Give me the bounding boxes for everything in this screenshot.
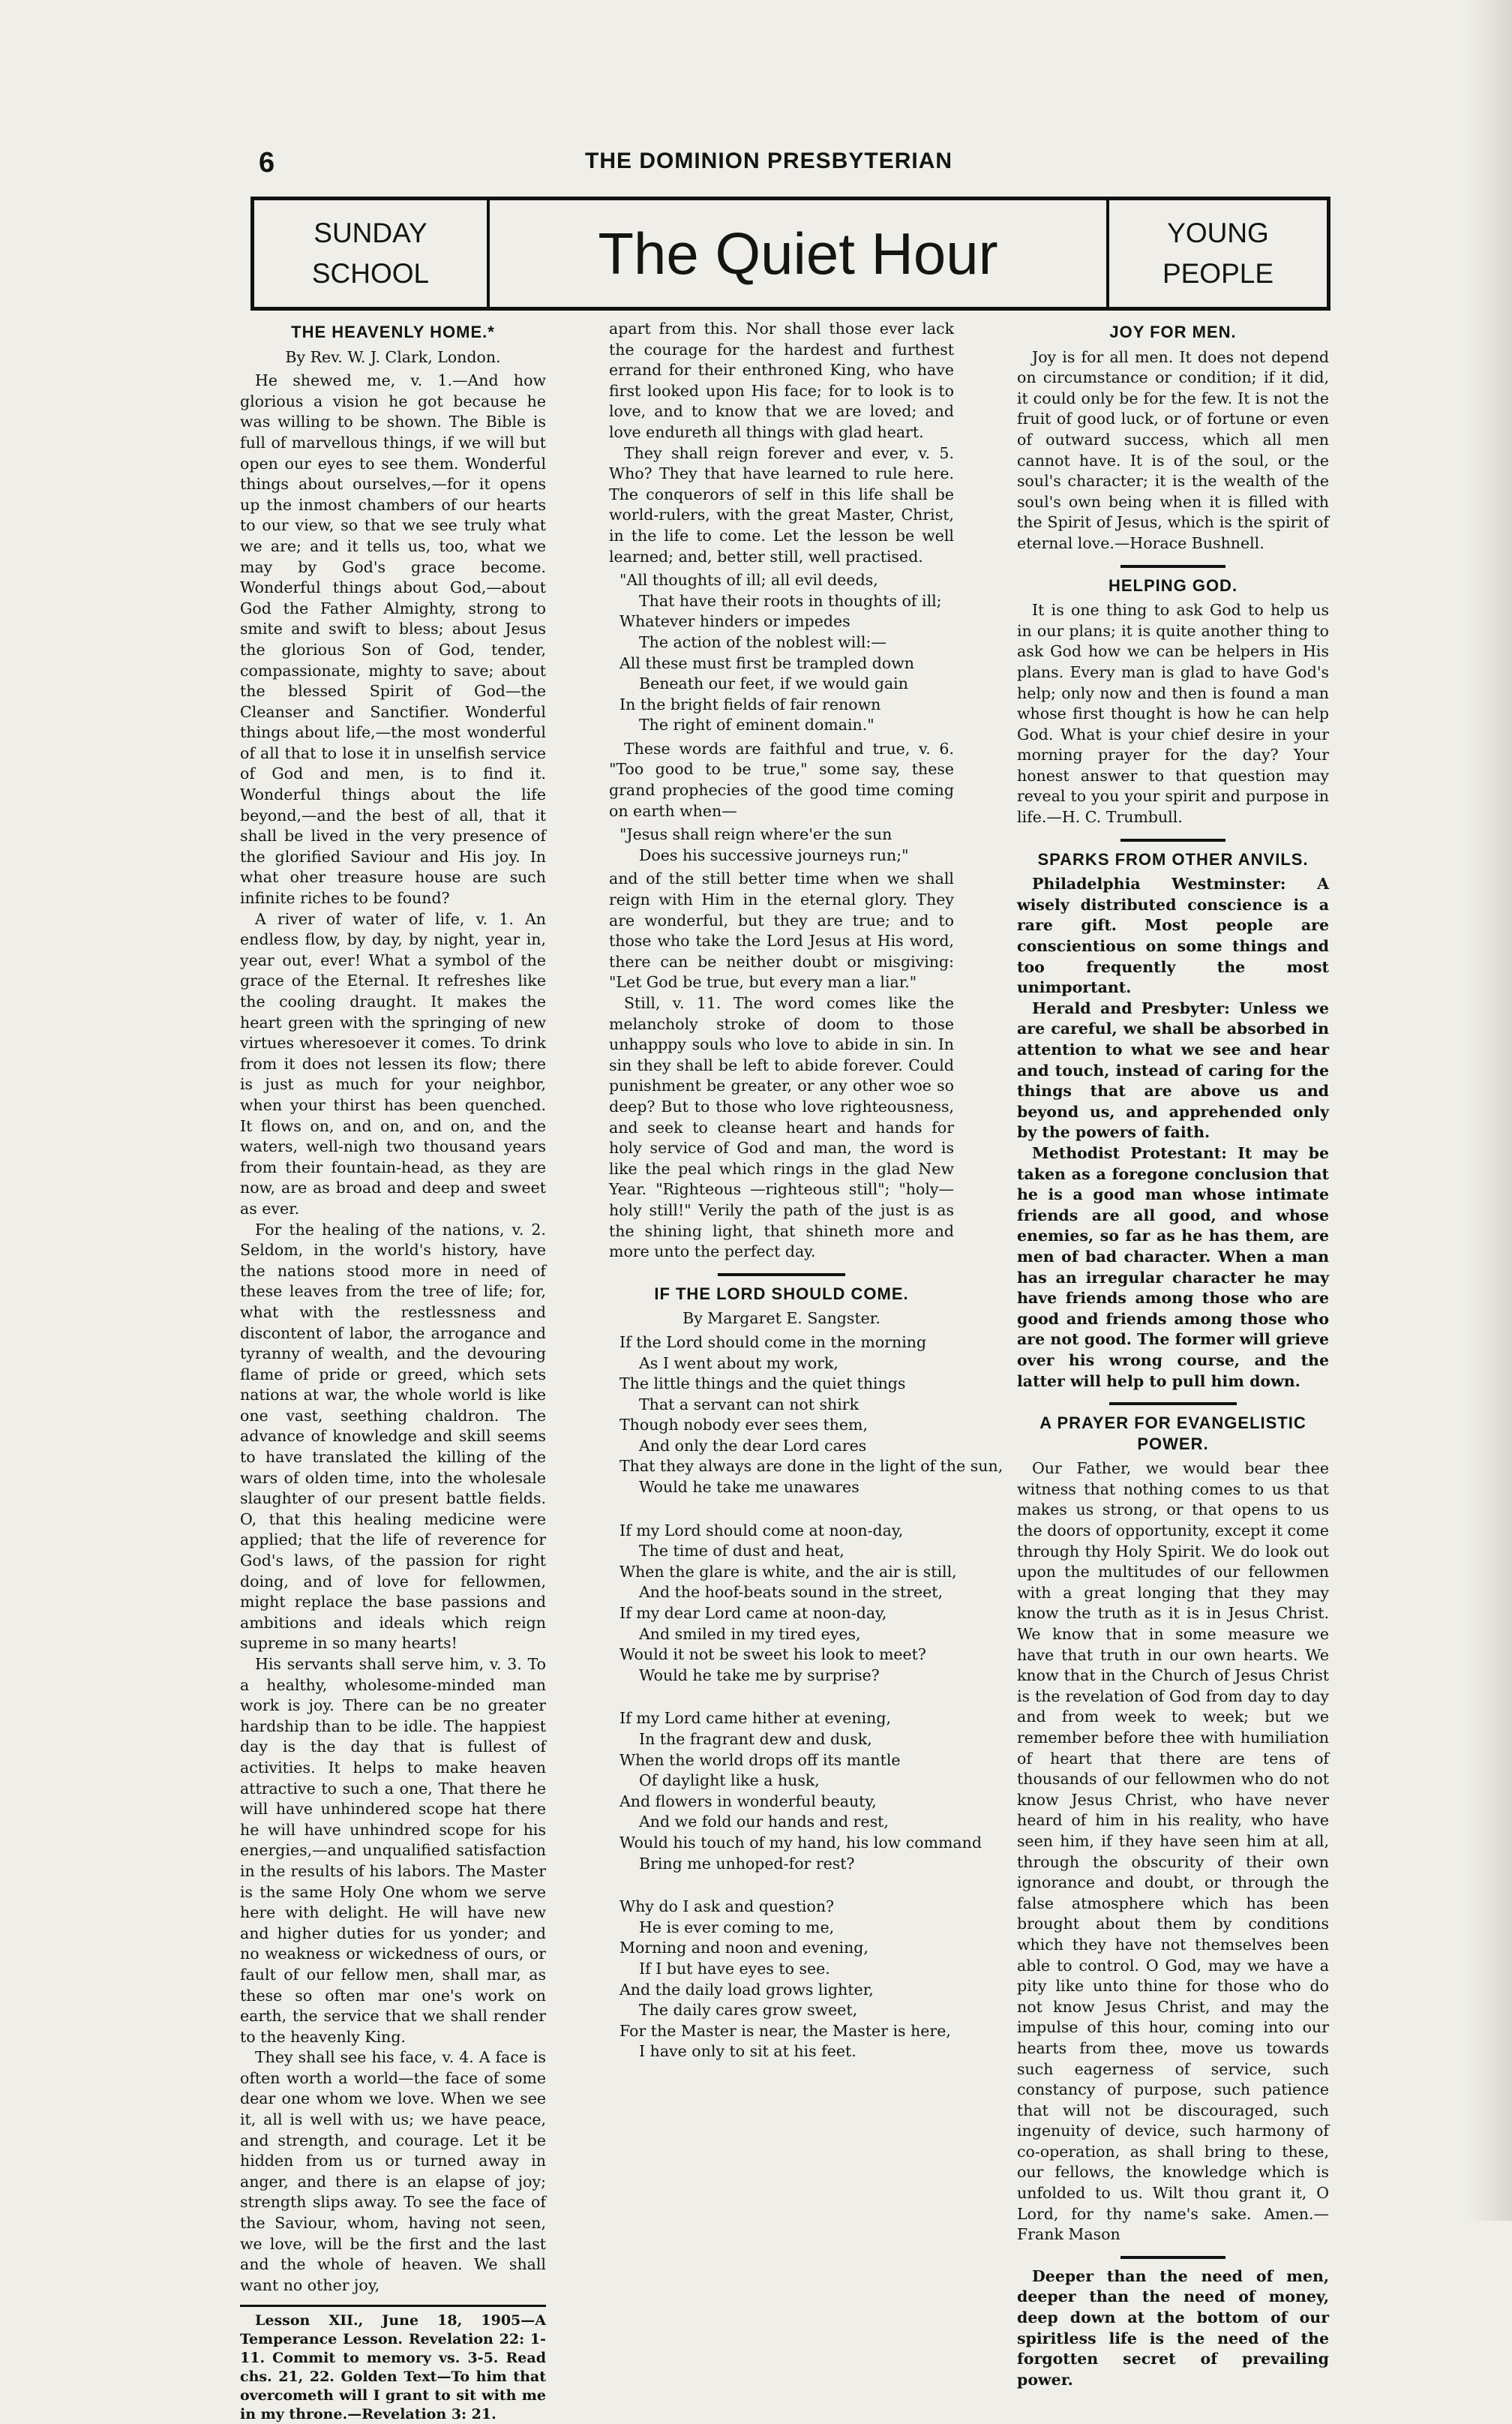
article-title: THE HEAVENLY HOME.* (291, 323, 495, 341)
column-middle (609, 319, 1004, 2065)
verse-line: If my dear Lord came at noon-day, (620, 1604, 887, 1623)
column-left (240, 319, 546, 2424)
verse-line: Whatever hinders or impedes (620, 612, 850, 631)
verse-line: When the glare is white, and the air is still, (620, 1562, 957, 1581)
joy-paragraph: Joy is for all men. It does not depend on circumstance or condition; if it did, it could only be for the few. It is not the fruit of good luck, or of fortune or even of outward success, which all men cannot have. It is of the soul, or the soul's character; it is the wealth of the soul's own being when it is filled with the Spirit of Jesus, which is the spirit of eternal love.—Horace Bushnell. (1017, 347, 1329, 552)
lesson-footnote (240, 2305, 546, 2424)
verse-line: Would it not be sweet his look to meet? (620, 1645, 926, 1664)
masthead-right-box (1106, 200, 1327, 307)
verse-line: Bring me unhoped-for rest? (639, 1854, 855, 1873)
verse-line: If my Lord came hither at evening, (620, 1709, 891, 1728)
verse-line: He is ever coming to me, (639, 1918, 835, 1936)
verse-line: That a servant can not shirk (639, 1395, 860, 1413)
article-paragraph: apart from this. Nor shall those ever lack the courage for the hardest and furthest errand for their enthroned King, who have first looked upon His face; for to look is to love, and to know that we are loved; and love endureth all things with glad heart. (609, 320, 954, 441)
verse-line: In the bright fields of fair renown (620, 695, 881, 713)
joy-title: JOY FOR MEN. (1109, 323, 1237, 341)
verse-line: If I but have eyes to see. (639, 1959, 830, 1978)
verse-line: And we fold our hands and rest, (639, 1813, 889, 1831)
sparks-title: SPARKS FROM OTHER ANVILS. (1037, 849, 1309, 869)
verse-line: And smiled in my tired eyes, (639, 1624, 861, 1643)
verse-line: "Jesus shall reign where'er the sun (620, 825, 892, 844)
verse-line: I have only to sit at his feet. (639, 2042, 856, 2061)
prayer-paragraph: Our Father, we would bear thee witness that nothing comes to us that makes us strong, or that opens to us the doors of opportunity, except it come through thy Holy Spirit. We do look out upon the multitudes of our fellowmen with a great longing that they may know the truth as it is in Jesus Christ. We know that in some measure we have that truth in our own hearts. We know that in the Church of Jesus Christ is the revelation of God from day to day and from week to week; but we remember before thee with humiliation of heart that there are tens of thousands of our fellowmen who do not know Jesus Christ, who have never heard of him in his reality, who have seen him, if they have seen him at all, through the obscurity of their own ignorance and doubt, or through the false atmosphere which has been brought about them by conditions which they have not themselves been able to control. O God, may we have a pity like unto thine for those who do not know Jesus Christ, and may the impulse of this hour, coming into our hearts from thee, move us towards such eagerness of service, such constancy of purpose, such patience that will not be discouraged, such ingenuity of device, such harmony of co-operation, as shall bring to these, our fellows, the knowledge which is unfolded to us. Wilt thou grant it, O Lord, for thy name's sake. Amen.—Frank Mason (1017, 1459, 1329, 2244)
verse-line: The right of eminent domain." (639, 716, 874, 734)
article-paragraph: These words are faithful and true, v. 6. "Too good to be true," some say, these grand prophecies of the good time coming on earth when— (609, 739, 954, 820)
masthead-right-line1: YOUNG (1167, 218, 1269, 249)
page-number: 6 (259, 147, 275, 179)
verse-line: If my Lord should come at noon-day, (620, 1521, 904, 1539)
verse-line: Of daylight like a husk, (639, 1771, 820, 1790)
prayer-title: A PRAYER FOR EVANGELISTIC POWER. (1040, 1413, 1306, 1453)
verse-line: The action of the noblest will:— (639, 632, 886, 651)
lesson-footnote-text: Lesson XII., June 18, 1905—A Temperance Lesson. Revelation 22: 1-11. Commit to memory vs. 3-5. Read chs. 21, 22. Golden Text—To him that overcometh will I grant to sit with me in my throne.—Revelation 3: 21. (240, 2312, 546, 2423)
journal-title: THE DOMINION PRESBYTERIAN (585, 149, 953, 173)
masthead-left-line2: SCHOOL (311, 258, 430, 289)
sparks-paragraph: Methodist Protestant: It may be taken as a foregone conclusion that he is a good man whose intimate friends are all good, and whose enemies, so far as he has them, are men of bad character. When a man has an irregular character he may have friends among those who are good and friends among those who are not good. The former will grieve over his wrong course, and the latter will help to pull him down. (1017, 1143, 1329, 1390)
verse-line: That they always are done in the light of the sun, (620, 1457, 1004, 1476)
verse-line: If the Lord should come in the morning (620, 1332, 927, 1351)
stanza-gap (609, 1501, 954, 1518)
poem-byline: By Margaret E. Sangster. (682, 1309, 880, 1328)
section-rule (1120, 565, 1226, 568)
verse-line: Would he take me by surprise? (639, 1666, 880, 1684)
section-rule (718, 1273, 845, 1276)
verse-line: The daily cares grow sweet, (639, 2001, 858, 2020)
stanza-gap (609, 1877, 954, 1894)
stanza-gap (609, 1689, 954, 1705)
verse-line: In the fragrant dew and dusk, (639, 1730, 872, 1748)
poem-stanza-2 (609, 1521, 957, 1687)
helping-paragraph: It is one thing to ask God to help us in our plans; it is quite another thing to ask God how we can be helpers in His plans. Every man is glad to have God's help; only now and then is found a man whose first thought is how he can help God. What is your chief desire in your morning prayer for the day? Your honest answer to that question may reveal to you your spirit and purpose in life.—H. C. Trumbull. (1017, 601, 1329, 827)
verse-line: And the hoof-beats sound in the street, (639, 1583, 944, 1602)
quoted-verse (609, 570, 954, 736)
verse-line: The time of dust and heat, (639, 1542, 844, 1560)
quoted-verse (609, 825, 954, 866)
article-paragraph: Still, v. 11. The word comes like the melancholy stroke of doom to those unhapppy souls who love to abide in sin. In sin they shall be left to abide forever. Could punishment be greater, or any other woe so deep? But to those who love righteousness, and seek to cleanse heart and hands for holy service of God and man, the word is like the peal which rings in the glad New Year. "Righteous —righteous still"; "holy—holy still!" Verily the path of the just is as the shining light, that shineth more and more unto the perfect day. (609, 994, 954, 1261)
verse-line: Beneath our feet, if we would gain (639, 674, 908, 693)
article-paragraph: For the healing of the nations, v. 2. Seldom, in the world's history, have the nations stood more in need of these leaves from the tree of life; for, what with the restlessness and discontent of labor, the arrogance and tyranny of wealth, and the devouring flame of pride or greed, which sets nations at war, the whole world is like one vast, seething chaldron. The advance of knowledge and skill seems to have translated the killing of the wars of olden time, into the wholesale slaughter of our present battle fields. O, that this healing medicine were applied; that the life of reverence for God's laws, of the passion for right doing, and of love for fellowmen, might replace the base passions and ambitions and ideals which reign supreme in so many hearts! (240, 1220, 546, 1653)
article-paragraph: They shall see his face, v. 4. A face is often worth a world—the face of some dear one whom we love. When we see it, all is well with us; we have peace, and strength, and courage. Let it be hidden from us or turned away in anger, and there is an elapse of joy; strength slips away. To see the face of the Saviour, whom, having not seen, we love, will be the first and the last and the whole of heaven. We shall want no other joy, (240, 2048, 546, 2294)
poem-stanza-4 (609, 1897, 954, 2062)
article-paragraph: He shewed me, v. 1.—And how glorious a vision he got because he was willing to be shown. The Bible is full of marvellous things, if we will but open our eyes to see them. Wonderful things about ourselves,—for it opens up the inmost chambers of our hearts to our view, so that we see truly what we are; and it tells us, too, what we may by God's grace become. Wonderful things about God,—about God the Father Almighty, strong to smite and swift to bless; about Jesus the glorious Son of God, tender, compassionate, mighty to save; about the blessed Spirit of God—the Cleanser and Sanctifier. Wonderful things about life,—the most wonderful of all that to lose it in unselfish service of God and men, is to find it. Wonderful things about the life beyond,—and the best of all, that it shall be lived in the very presence of the glorified Saviour and His joy. In what oher treasure house are such infinite riches to be found? (240, 371, 546, 908)
verse-line: Morning and noon and evening, (620, 1939, 868, 1957)
sparks-paragraph: Philadelphia Westminster: A wisely distributed conscience is a rare gift. Most people are conscientious on some things and too frequently the most unimportant. (1017, 875, 1329, 997)
masthead-left-box (254, 200, 490, 307)
poem-stanza-1 (609, 1332, 1004, 1498)
verse-line: When the world drops off its mantle (620, 1750, 901, 1769)
article-paragraph: His servants shall serve him, v. 3. To a healthy, wholesome-minded man work is joy. There can be no greater hardship than to be idle. The happiest day is the day that is fullest of activities. It helps to make heaven attractive to such a one, That there he will have unhindered scope hat there he will have unhindred scope for his energies,—and unqualified satisfaction in the results of his labors. The Master is the same Holy One whom we serve here with delight. He will have new and higher duties for us yonder; and no weakness or wickedness of ours, or fault of our fellow men, shall mar, as these so often mar one's work on earth, the service that we shall render to the heavenly King. (240, 1655, 546, 2046)
running-head (0, 147, 1512, 185)
masthead-left-line1: SUNDAY (314, 218, 428, 249)
verse-line: Would he take me unawares (639, 1478, 860, 1497)
verse-line: "All thoughts of ill; all evil deeds, (620, 571, 878, 590)
section-masthead (250, 197, 1330, 311)
verse-line: And flowers in wonderful beauty, (620, 1792, 877, 1810)
article-paragraph: and of the still better time when we shall reign with Him in the eternal glory. They are wonderful, but they are true; and to those who take the Lord Jesus at His word, there can be neither doubt or misgiving: "Let God be true, but every man a liar." (609, 870, 954, 992)
verse-line: Though nobody ever sees them, (620, 1416, 868, 1434)
closing-paragraph: Deeper than the need of men, deeper than the need of money, deep down at the bottom of our spiritless life is the need of the forgotten secret of prevailing power. (1017, 2266, 1329, 2389)
poem-stanza-3 (609, 1708, 982, 1874)
verse-line: That have their roots in thoughts of ill; (639, 591, 942, 610)
verse-line: Does his successive journeys run;" (639, 846, 909, 864)
verse-line: For the Master is near, the Master is here, (620, 2021, 951, 2040)
verse-line: And only the dear Lord cares (639, 1436, 867, 1455)
section-rule (1120, 2256, 1226, 2259)
masthead-right-line2: PEOPLE (1162, 258, 1274, 289)
column-right (1017, 319, 1329, 2390)
verse-line: The little things and the quiet things (620, 1374, 906, 1393)
poem-title: IF THE LORD SHOULD COME. (654, 1284, 909, 1303)
verse-line: As I went about my work, (639, 1353, 838, 1372)
article-paragraph: They shall reign forever and ever, v. 5. Who? They that have learned to rule here. The conquerors of self in this life shall be world-rulers, with the great Master, Christ, in the life to come. Let the lesson be well learned; and, better still, well practised. (609, 443, 954, 566)
verse-line: Would his touch of my hand, his low command (620, 1833, 982, 1852)
verse-line: And the daily load grows lighter, (620, 1980, 874, 1999)
verse-line: All these must first be trampled down (620, 653, 914, 672)
sparks-paragraph: Herald and Presbyter: Unless we are careful, we shall be absorbed in attention to what we see and hear and touch, instead of caring for the things that are above us and beyond us, and apprehended only by the powers of faith. (1017, 999, 1329, 1142)
article-paragraph: A river of water of life, v. 1. An endless flow, by day, by night, year in, year out, ever! What a symbol of the grace of the Eternal. It refreshes like the cooling draught. It makes the heart green with the springing of new virtues wheresoever it comes. To drink from it does not lessen its flow; there is just as much for your neighbor, when your thirst has been quenched. It flows on, and on, and on, and the waters, well-nigh two thousand years from their fountain-head, as they are now, are as broad and deep and sweet as ever. (240, 909, 546, 1218)
verse-line: Why do I ask and question? (620, 1897, 835, 1916)
section-rule (1120, 839, 1226, 842)
masthead-title: The Quiet Hour (598, 220, 998, 287)
page-edge-shadow (1467, 0, 1512, 2221)
helping-title: HELPING GOD. (1108, 575, 1238, 595)
section-rule (1109, 1402, 1237, 1405)
article-byline: By Rev. W. J. Clark, London. (285, 347, 501, 366)
